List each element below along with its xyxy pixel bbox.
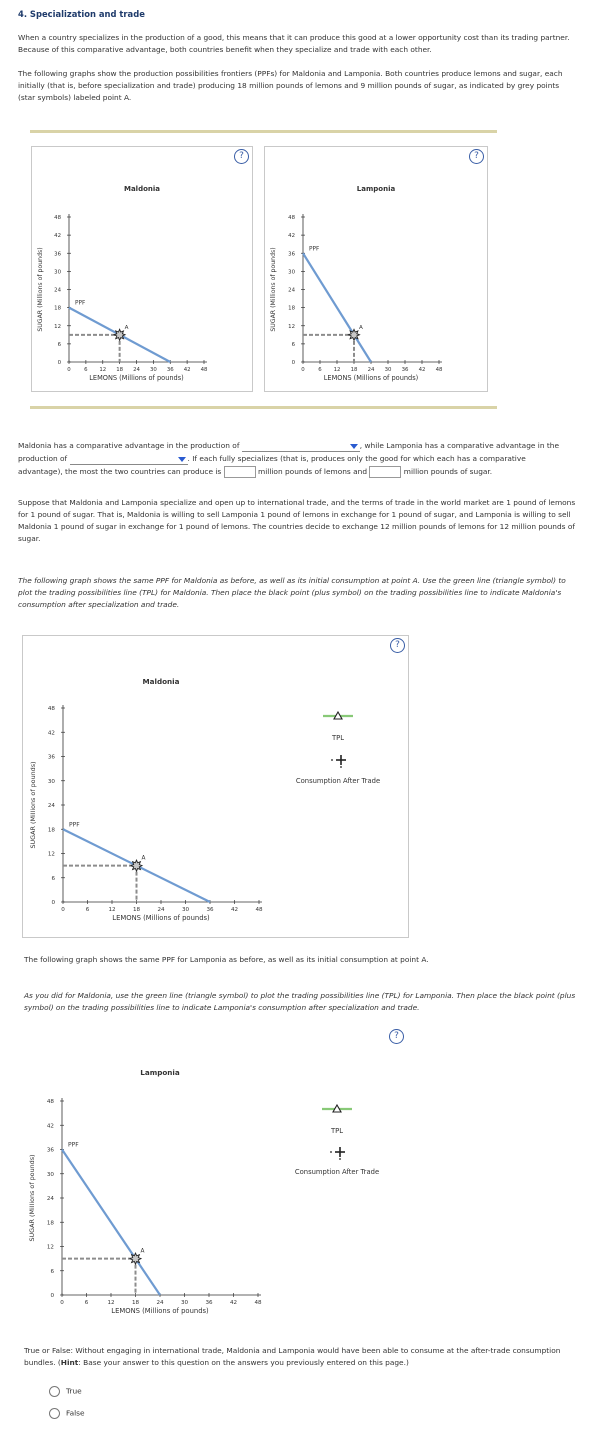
- point-a-star: [130, 1253, 141, 1264]
- y-tick-label: 24: [47, 803, 55, 809]
- divider-bottom: [30, 406, 497, 409]
- q1-text-b: , while Lamponia has a comparative advantage in the: [359, 441, 560, 450]
- tf-hint-text: : Base your answer to this question on the answers you previously entered on this page.): [78, 1358, 409, 1367]
- y-tick-label: 18: [288, 305, 295, 312]
- option-false-label: False: [66, 1408, 85, 1418]
- tf-hint-label: Hint: [60, 1358, 79, 1367]
- x-tick-label: 12: [107, 1300, 115, 1306]
- comparative-advantage-question: [18, 439, 578, 478]
- y-tick-label: 12: [47, 851, 55, 858]
- y-tick-label: 48: [54, 215, 61, 221]
- x-tick-label: 30: [149, 367, 157, 373]
- x-axis-label: LEMONS (Millions of pounds): [89, 374, 184, 382]
- y-tick-label: 36: [288, 251, 295, 258]
- x-tick-label: 0: [61, 907, 65, 913]
- tpl-legend-label: TPL: [330, 1127, 344, 1135]
- y-axis-label: SUGAR (Millions of pounds): [29, 761, 37, 849]
- x-tick-label: 36: [401, 367, 409, 373]
- ppf-label: PPF: [68, 1141, 79, 1149]
- q1-text-g: million pounds of sugar.: [403, 467, 493, 476]
- y-tick-label: 42: [47, 730, 55, 737]
- y-tick-label: 36: [47, 754, 55, 761]
- y-tick-label: 12: [54, 323, 61, 330]
- chart-title: Maldonia: [142, 677, 180, 686]
- y-tick-label: 30: [288, 269, 295, 276]
- point-a-label: A: [124, 324, 129, 331]
- y-tick-label: 30: [46, 1171, 54, 1178]
- x-tick-label: 0: [67, 367, 71, 373]
- x-axis-label: LEMONS (Millions of pounds): [323, 374, 419, 382]
- y-tick-label: 30: [47, 778, 55, 785]
- x-axis-label: LEMONS (Millions of pounds): [111, 1307, 209, 1315]
- y-axis-label: SUGAR (Millions of pounds): [28, 1154, 36, 1242]
- y-tick-label: 6: [291, 341, 295, 348]
- maldonia-instructions: The following graph shows the same PPF for Maldonia as before, as well as its initial consumption at point A. Use the green line (triangle symbol) to plot the trading possibilities line (TPL) for Maldonia. Then place the black point (plus symbol) on the trading possibilities line to indicate Maldonia's consumption after specialization and trade.: [18, 576, 566, 609]
- y-tick-label: 12: [46, 1244, 54, 1251]
- y-tick-label: 24: [54, 287, 61, 294]
- y-tick-label: 0: [51, 900, 55, 906]
- x-tick-label: 30: [384, 367, 392, 373]
- x-tick-label: 0: [301, 367, 305, 373]
- y-tick-label: 12: [288, 323, 295, 330]
- ppf-label: PPF: [69, 821, 80, 829]
- x-tick-label: 6: [84, 367, 88, 373]
- lamponia-ppf-panel: [264, 146, 488, 392]
- x-tick-label: 24: [157, 907, 165, 913]
- x-tick-label: 24: [156, 1300, 164, 1306]
- x-tick-label: 30: [180, 1300, 189, 1306]
- lemons-total-input[interactable]: [224, 466, 256, 478]
- y-tick-label: 30: [54, 269, 61, 276]
- maldonia-tpl-panel: [22, 635, 409, 938]
- y-tick-label: 42: [288, 233, 295, 240]
- y-axis-label: SUGAR (Millions of pounds): [270, 247, 277, 332]
- y-tick-label: 18: [47, 827, 55, 834]
- consumption-point-tool[interactable]: [327, 1146, 347, 1160]
- q1-text-d: . If each fully specializes (that is, produces only the good for which each has a comparative: [187, 454, 526, 463]
- x-tick-label: 18: [350, 367, 358, 373]
- consumption-point-tool[interactable]: [328, 754, 348, 768]
- ppf-label: PPF: [309, 246, 320, 253]
- help-icon[interactable]: ?: [389, 1029, 404, 1044]
- y-tick-label: 6: [50, 1268, 54, 1275]
- maldonia-ppf-panel: [31, 146, 253, 392]
- x-tick-label: 30: [181, 907, 190, 913]
- x-tick-label: 48: [255, 907, 263, 913]
- ppf-label: PPF: [75, 300, 86, 307]
- chart-title: Maldonia: [123, 185, 161, 193]
- option-false[interactable]: [49, 1408, 85, 1419]
- x-tick-label: 6: [84, 1300, 89, 1306]
- x-tick-label: 48: [254, 1300, 262, 1306]
- y-tick-label: 6: [57, 341, 61, 348]
- y-tick-label: 18: [46, 1220, 54, 1227]
- chart-title: Lamponia: [140, 1068, 180, 1077]
- y-tick-label: 36: [46, 1147, 54, 1154]
- point-a-label: A: [140, 1248, 145, 1255]
- point-a-star: [114, 329, 125, 340]
- x-axis-label: LEMONS (Millions of pounds): [112, 914, 210, 922]
- consumption-legend-label: Consumption After Trade: [295, 777, 381, 785]
- ppf-line: [303, 253, 371, 362]
- point-a-label: A: [141, 855, 146, 862]
- x-tick-label: 12: [99, 367, 107, 373]
- chevron-down-icon: [350, 444, 358, 449]
- x-tick-label: 12: [108, 907, 116, 913]
- x-tick-label: 36: [205, 1300, 213, 1306]
- lamponia-tpl-area: [22, 1029, 410, 1333]
- x-tick-label: 0: [60, 1300, 64, 1306]
- y-tick-label: 0: [291, 360, 295, 366]
- lamponia-instructions: As you did for Maldonia, use the green line (triangle symbol) to plot the trading possibilities line (TPL) for Lamponia. Then place the black point (plus symbol) on the trading possibilities line to indicate Lamponia's consumption after specialization and trade.: [24, 991, 576, 1012]
- help-icon[interactable]: ?: [390, 638, 405, 653]
- q1-text-a: Maldonia has a comparative advantage in the production of: [18, 441, 240, 450]
- help-icon[interactable]: ?: [234, 149, 249, 164]
- x-tick-label: 42: [229, 1300, 238, 1306]
- ppf-line: [62, 1150, 160, 1296]
- x-tick-label: 24: [133, 367, 140, 373]
- lamponia-tpl-chart: [22, 1029, 284, 1333]
- x-tick-label: 42: [230, 907, 239, 913]
- trade-paragraph: Suppose that Maldonia and Lamponia specialize and open up to international trade, and the terms of trade in the world market are 1 pound of lemons for 1 pound of sugar. That is, Maldonia is willing to sell Lamponia 1 pound of lemons in exchange for 1 pound of sugar, and Lamponia is willing to sell Maldonia 1 pound of sugar in exchange for 1 pound of lemons. The countries decide to exchange 12 million pounds of lemons for 12 million pounds of sugar.: [18, 498, 576, 543]
- y-tick-label: 36: [54, 251, 61, 258]
- page-title: 4. Specialization and trade: [18, 9, 145, 19]
- x-tick-label: 6: [318, 367, 322, 373]
- x-tick-label: 12: [333, 367, 341, 373]
- chevron-down-icon: [178, 457, 186, 462]
- y-tick-label: 0: [50, 1293, 54, 1299]
- point-a-star: [349, 329, 360, 340]
- help-icon[interactable]: ?: [469, 149, 484, 164]
- y-tick-label: 0: [57, 360, 61, 366]
- radio-false[interactable]: [49, 1408, 60, 1419]
- y-tick-label: 18: [54, 305, 61, 312]
- sugar-total-input[interactable]: [369, 466, 401, 478]
- true-false-question: [24, 1345, 580, 1369]
- option-true[interactable]: [49, 1386, 82, 1397]
- y-tick-label: 48: [46, 1099, 54, 1105]
- x-tick-label: 36: [206, 907, 214, 913]
- x-tick-label: 48: [200, 367, 208, 373]
- maldonia-tpl-chart: [23, 636, 285, 937]
- chart-title: Lamponia: [356, 185, 396, 193]
- tpl-legend-tool[interactable]: [321, 710, 355, 722]
- radio-true[interactable]: [49, 1386, 60, 1397]
- x-tick-label: 18: [132, 907, 141, 913]
- q1-text-c: production of: [18, 454, 68, 463]
- q1-text-f: million pounds of lemons and: [258, 467, 368, 476]
- divider-top: [30, 130, 497, 133]
- y-tick-label: 24: [288, 287, 295, 294]
- x-tick-label: 18: [131, 1300, 140, 1306]
- point-a-star: [131, 860, 142, 871]
- y-tick-label: 48: [47, 706, 55, 712]
- y-tick-label: 42: [54, 233, 61, 240]
- x-tick-label: 18: [116, 367, 124, 373]
- maldonia-advantage-dropdown[interactable]: [242, 442, 360, 452]
- consumption-legend-label: Consumption After Trade: [294, 1168, 380, 1176]
- maldonia-ppf-chart: [32, 147, 252, 391]
- lamponia-advantage-dropdown[interactable]: [70, 455, 188, 465]
- intro-paragraph-2: The following graphs show the production possibilities frontiers (PPFs) for Maldonia and Lamponia. Both countries produce lemons and sugar, each initially (that is, before specialization and trade) producing 18 million pounds of lemons and 9 million pounds of sugar, as indicated by grey points (star symbols) labeled point A.: [18, 69, 563, 102]
- tpl-legend-tool[interactable]: [320, 1103, 354, 1115]
- option-true-label: True: [66, 1386, 82, 1396]
- q1-text-e: advantage), the most the two countries can produce is: [18, 467, 222, 476]
- x-tick-label: 6: [85, 907, 90, 913]
- x-tick-label: 36: [166, 367, 174, 373]
- point-a-label: A: [359, 324, 363, 331]
- x-tick-label: 42: [418, 367, 426, 373]
- y-axis-label: SUGAR (Millions of pounds): [37, 247, 44, 332]
- tpl-legend-label: TPL: [331, 734, 345, 742]
- lamponia-intro: The following graph shows the same PPF for Lamponia as before, as well as its initial consumption at point A.: [24, 955, 429, 964]
- y-tick-label: 6: [51, 875, 55, 882]
- intro-paragraph-1: When a country specializes in the production of a good, this means that it can produce this good at a lower opportunity cost than its trading partner. Because of this comparative advantage, both countries benefit when they specialize and trade with each other.: [18, 33, 570, 54]
- y-tick-label: 24: [46, 1196, 54, 1202]
- lamponia-ppf-chart: [265, 147, 487, 391]
- tf-question-text: True or False: Without engaging in international trade, Maldonia and Lamponia would have been able to consume at the after-trade consumption bundles. (: [24, 1346, 561, 1367]
- x-tick-label: 24: [367, 367, 375, 373]
- x-tick-label: 42: [183, 367, 191, 373]
- x-tick-label: 48: [435, 367, 443, 373]
- y-tick-label: 48: [288, 215, 295, 221]
- y-tick-label: 42: [46, 1123, 54, 1130]
